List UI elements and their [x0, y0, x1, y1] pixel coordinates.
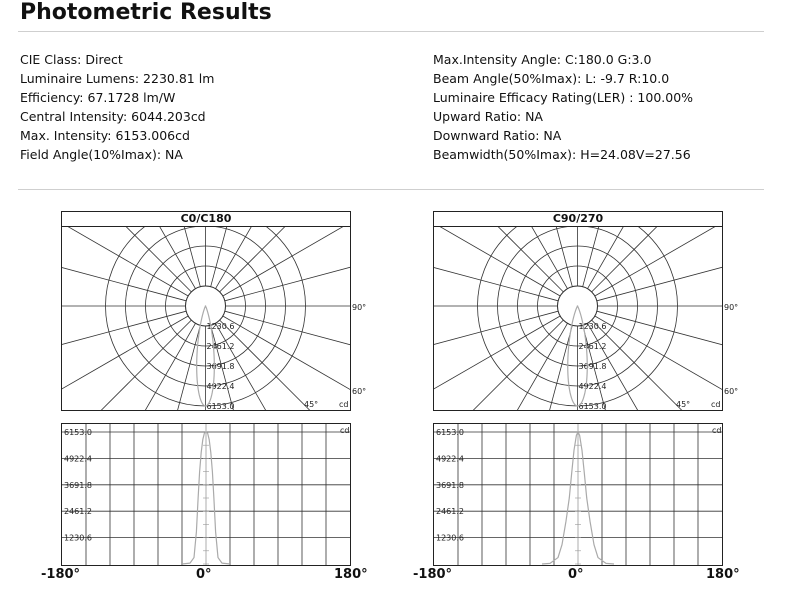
- polar-spoke: [0, 311, 186, 409]
- line-y-tick-label: 4922.4: [64, 454, 92, 464]
- polar-ring-label: 6153.0: [578, 402, 607, 411]
- prop-field-angle: Field Angle(10%Imax): NA: [20, 147, 183, 162]
- divider-mid: [18, 189, 764, 190]
- page-title: Photometric Results: [20, 0, 272, 25]
- line-panel-c0: [61, 423, 351, 566]
- polar-unit-label: cd: [339, 400, 349, 409]
- divider-top: [18, 31, 764, 32]
- x-label-left-c0: -180°: [41, 567, 81, 582]
- polar-ring-label: 3691.8: [578, 362, 607, 371]
- polar-ring-label: 3691.8: [206, 362, 235, 371]
- x-label-mid-c0: 0°: [196, 567, 212, 582]
- polar-spoke: [597, 311, 800, 409]
- x-label-mid-c90: 0°: [568, 567, 584, 582]
- polar-ring-label: 1230.6: [206, 322, 235, 331]
- polar-angle-label: 60°: [352, 387, 367, 396]
- polar-chart-c0: [62, 212, 367, 411]
- polar-unit-label: cd: [711, 400, 721, 409]
- properties-left: [20, 50, 214, 164]
- polar-angle-label: 60°: [724, 387, 739, 396]
- line-chart-c0: [62, 424, 350, 565]
- line-y-tick-label: 2461.2: [64, 507, 92, 517]
- line-y-tick-label: 3691.8: [64, 480, 92, 490]
- x-label-right-c90: 180°: [706, 567, 740, 582]
- polar-ring-label: 4922.4: [206, 382, 235, 391]
- line-panel-c90: [433, 423, 723, 566]
- polar-panel-c90: [433, 211, 739, 411]
- prop-cie-class: CIE Class: Direct: [20, 52, 123, 67]
- polar-ring-label: 1230.6: [578, 322, 607, 331]
- polar-angle-label: 90°: [724, 303, 739, 312]
- line-y-tick-label: 1230.6: [436, 533, 464, 543]
- polar-title-c90: C90/270: [434, 212, 722, 227]
- prop-downward-ratio: Downward Ratio: NA: [433, 128, 562, 143]
- line-chart-c90: [434, 424, 722, 565]
- polar-angle-label: 90°: [352, 303, 367, 312]
- polar-spoke: [597, 202, 800, 300]
- prop-beamwidth: Beamwidth(50%Imax): H=24.08V=27.56: [433, 147, 691, 162]
- line-y-tick-label: 4922.4: [436, 454, 464, 464]
- polar-title-c0: C0/C180: [62, 212, 350, 227]
- line-y-tick-label: 6153.0: [64, 428, 92, 437]
- line-y-tick-label: 6153.0: [436, 428, 464, 437]
- polar-ring-label: 2461.2: [206, 342, 235, 351]
- polar-panel-c0: [61, 211, 367, 411]
- polar-angle-label: 45°: [676, 400, 691, 409]
- prop-upward-ratio: Upward Ratio: NA: [433, 109, 543, 124]
- line-unit-label: cd: [340, 426, 350, 435]
- polar-spoke: [0, 202, 186, 300]
- prop-central-intensity: Central Intensity: 6044.203cd: [20, 109, 206, 124]
- x-label-right-c0: 180°: [334, 567, 368, 582]
- line-y-tick-label: 1230.6: [64, 533, 92, 543]
- x-label-left-c90: -180°: [413, 567, 453, 582]
- prop-max-intensity: Max. Intensity: 6153.006cd: [20, 128, 190, 143]
- prop-max-intensity-angle: Max.Intensity Angle: C:180.0 G:3.0: [433, 52, 652, 67]
- prop-luminaire-lumens: Luminaire Lumens: 2230.81 lm: [20, 71, 215, 86]
- polar-ring-label: 2461.2: [578, 342, 607, 351]
- prop-beam-angle: Beam Angle(50%Imax): L: -9.7 R:10.0: [433, 71, 670, 86]
- polar-ring-label: 6153.0: [206, 402, 235, 411]
- properties-right: [433, 50, 693, 164]
- polar-spoke: [211, 0, 309, 287]
- polar-angle-label: 45°: [304, 400, 319, 409]
- prop-ler: Luminaire Efficacy Rating(LER) : 100.00%: [433, 90, 694, 105]
- polar-chart-c90: [434, 212, 739, 411]
- polar-ring-label: 4922.4: [578, 382, 607, 391]
- line-unit-label: cd: [712, 426, 722, 435]
- line-y-tick-label: 2461.2: [436, 507, 464, 517]
- prop-efficiency: Efficiency: 67.1728 lm/W: [20, 90, 176, 105]
- polar-center-circle: [558, 286, 598, 326]
- line-y-tick-label: 3691.8: [436, 480, 464, 490]
